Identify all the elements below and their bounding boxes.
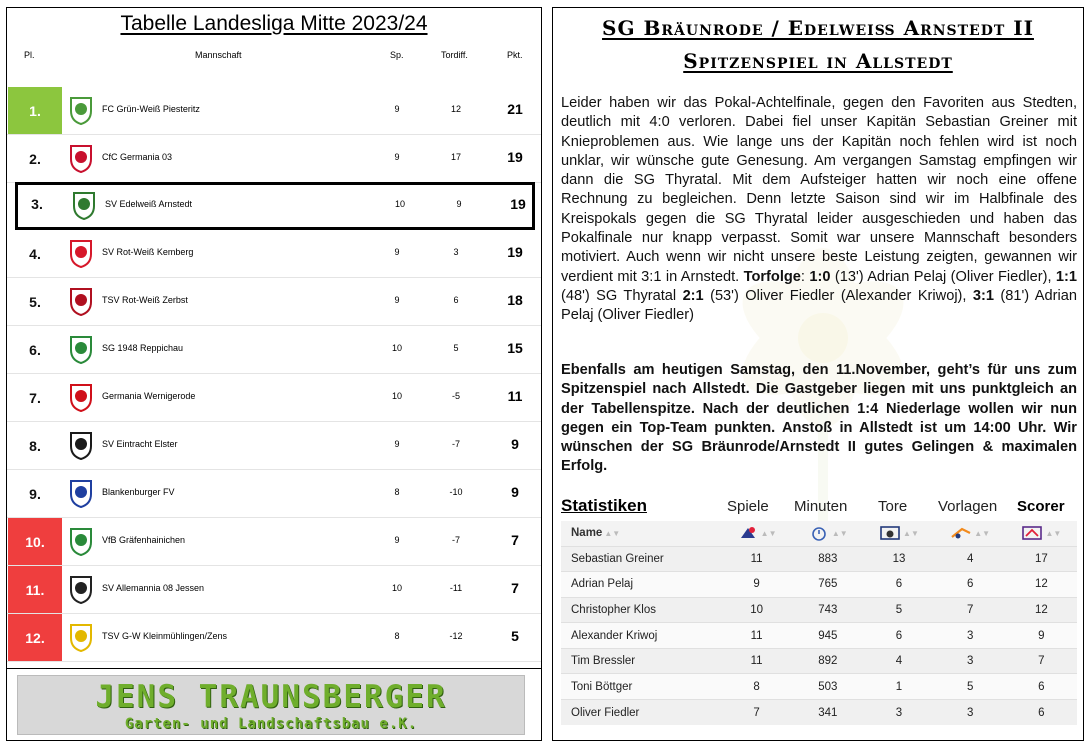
player-goals: 6 [863, 623, 934, 649]
table-row [7, 374, 541, 422]
goal-diff-cell: -7 [451, 439, 460, 449]
table-row [7, 422, 541, 470]
player-scorer: 6 [1006, 674, 1077, 700]
stats-table-body [561, 546, 1077, 725]
goal-diff-cell: 6 [453, 295, 459, 305]
goals-label: Torfolge [743, 268, 801, 285]
article-paragraph-1: Leider haben wir das Pokal-Achtelfinale, gegen den Favoriten aus Stedten, deutlich mit 4:0 verloren. Dabei fiel unser Kapitän Sebastian Greiner mit Knieproblemen aus. Wie lange uns der Kapitän noch fehlen wird ist noch unklar, wir wünsche gute Genesung. Am vergangen Samstag empfingen wir dann die SG Thyratal. Mit dem Aufsteiger hatten wir noch eine offene Rechnung zu begleichen. Denn letzte Saison sind wir im Halbfinale des Kreispokals gegen die SG Thyratal leider ausgeschieden und haben das Pokalfinale nur knapp verpasst. Somit war unsere Mannschaft besonders motiviert. Auch wenn wir nicht unsere beste Leistung zeigten, gewannen wir verdient mit 3:1 in Arnstedt. Torfolge: 1:0 (13') Adrian Pelaj (Oliver Fiedler), 1:1 (48') SG Thyratal 2:1 (53') Oliver Fiedler (Alexander Kriwoj), 3:1 (81') Adrian Pelaj (Oliver Fiedler) [561, 95, 1078, 324]
wernigerode-crest-icon [66, 381, 96, 413]
rank-cell: 11. [8, 566, 62, 613]
team-name: TSV Rot-Weiß Zerbst [102, 295, 188, 305]
player-minutes: 892 [792, 648, 863, 674]
sort-by-minutes-header[interactable] [792, 521, 863, 546]
team-name: TSV G-W Kleinmühlingen/Zens [102, 631, 228, 641]
player-minutes: 341 [792, 700, 863, 726]
zerbst-crest-icon [66, 285, 96, 317]
table-row [15, 182, 535, 230]
player-goals: 1 [863, 674, 934, 700]
header-games: Sp. [390, 50, 404, 60]
games-cell: 10 [391, 391, 402, 401]
rank-cell: 5. [29, 293, 41, 310]
points-cell: 18 [507, 292, 523, 308]
points-cell: 9 [511, 436, 519, 452]
player-goals: 13 [863, 546, 934, 572]
germania-03-crest-icon [66, 142, 96, 174]
rank-cell: 4. [29, 245, 41, 262]
sponsor-banner [17, 675, 525, 735]
player-minutes: 743 [792, 597, 863, 623]
blankenburg-crest-icon [66, 477, 96, 509]
player-name: Sebastian Greiner [561, 546, 721, 572]
goal-score: 1:0 [809, 268, 831, 285]
team-name: VfB Gräfenhainichen [102, 535, 186, 545]
team-name: SV Allemannia 08 Jessen [102, 583, 205, 593]
team-name: SG 1948 Reppichau [102, 343, 184, 353]
table-row [7, 87, 541, 135]
header-team: Mannschaft [195, 50, 242, 60]
goal-diff-cell: -5 [451, 391, 460, 401]
rank-cell: 8. [29, 437, 41, 454]
player-scorer: 6 [1006, 700, 1077, 726]
stats-label-scorer: Scorer [1017, 498, 1065, 515]
sort-icon[interactable]: ▲▼ [831, 528, 848, 538]
table-row [7, 518, 541, 566]
player-scorer: 12 [1006, 572, 1077, 598]
team-name: CfC Germania 03 [102, 152, 173, 162]
rank-cell: 10. [8, 518, 62, 565]
goal-diff-cell: 9 [456, 199, 462, 209]
stats-header [561, 496, 1077, 518]
goal-text: (48') SG Thyratal [561, 287, 683, 304]
goal-text: (53') Oliver Fiedler (Alexander Kriwoj), [703, 287, 973, 304]
rank-cell: 3. [31, 196, 43, 212]
games-cell: 9 [394, 295, 400, 305]
player-goals: 4 [863, 648, 934, 674]
games-cell: 9 [394, 439, 400, 449]
table-row [7, 278, 541, 326]
stats-label-minutes: Minuten [794, 498, 848, 515]
sort-by-goals-header[interactable] [863, 521, 934, 546]
points-cell: 9 [511, 484, 519, 500]
goal-text: (81') Adrian Pelaj (Oliver Fiedler) [561, 287, 1077, 324]
player-assists: 3 [935, 623, 1006, 649]
stats-row [561, 674, 1077, 700]
stats-row [561, 648, 1077, 674]
games-cell: 9 [394, 247, 400, 257]
player-icon [737, 525, 759, 541]
points-cell: 11 [507, 388, 523, 404]
header-points: Pkt. [507, 50, 523, 60]
team-name: SV Edelweiß Arnstedt [105, 199, 193, 209]
table-row [7, 326, 541, 374]
rank-cell: 7. [29, 389, 41, 406]
stats-label-assists: Vorlagen [938, 498, 998, 515]
elster-crest-icon [66, 429, 96, 461]
player-scorer: 17 [1006, 546, 1077, 572]
goal-score: 2:1 [682, 287, 704, 304]
rank-cell: 2. [29, 150, 41, 167]
stats-row [561, 700, 1077, 726]
goal-diff-cell: 12 [450, 104, 461, 114]
player-scorer: 7 [1006, 648, 1077, 674]
player-assists: 5 [935, 674, 1006, 700]
points-cell: 19 [507, 244, 523, 260]
points-cell: 19 [507, 149, 523, 165]
table-row [7, 135, 541, 183]
player-goals: 3 [863, 700, 934, 726]
sponsor-name: JENS TRAUNSBERGER [95, 679, 447, 715]
table-body [7, 87, 541, 662]
player-games: 11 [721, 648, 792, 674]
goal-diff-cell: -10 [449, 487, 463, 497]
edelweiss-crest-icon [69, 189, 99, 221]
team-name: Blankenburger FV [102, 487, 175, 497]
player-games: 9 [721, 572, 792, 598]
rank-cell: 1. [8, 87, 62, 134]
points-cell: 21 [507, 101, 523, 117]
article-paragraph-2: Ebenfalls am heutigen Samstag, den 11.November, geht’s für uns zum Spitzenspiel nach Allstedt. Die Gastgeber liegen mit uns punktgleich an der Tabellenspitze. Nach der deutlichen 1:4 Niederlage wollen wir nun gegen ein Top-Team punkten. Anstoß in Allstedt ist um 14:00 Uhr. Wir wünschen der SG Bräunrode/Arnstedt II gutes Gelingen & maximalen Erfolg. [561, 362, 1077, 475]
goal-score: 3:1 [972, 287, 994, 304]
player-assists: 7 [935, 597, 1006, 623]
points-cell: 15 [507, 340, 523, 356]
team-name: FC Grün-Weiß Piesteritz [102, 104, 200, 114]
team-name: Germania Wernigerode [102, 391, 196, 401]
stats-row [561, 623, 1077, 649]
stats-row [561, 546, 1077, 572]
goal-diff-cell: -12 [449, 631, 463, 641]
sort-icon[interactable]: ▲▼ [974, 528, 991, 538]
player-games: 7 [721, 700, 792, 726]
stats-table [561, 521, 1077, 725]
player-assists: 3 [935, 700, 1006, 726]
games-cell: 10 [394, 199, 405, 209]
player-games: 10 [721, 597, 792, 623]
rank-cell: 6. [29, 341, 41, 358]
goal-diff-cell: 17 [450, 152, 461, 162]
sort-icon[interactable]: ▲▼ [1045, 528, 1062, 538]
headline-line-2: Spitzenspiel in Allstedt [683, 49, 953, 73]
table-title: Tabelle Landesliga Mitte 2023/24 [120, 12, 428, 35]
points-cell: 7 [511, 580, 519, 596]
player-name: Tim Bressler [561, 648, 721, 674]
header-goal-diff: Tordiff. [441, 50, 468, 60]
player-goals: 5 [863, 597, 934, 623]
games-cell: 10 [391, 583, 402, 593]
games-cell: 10 [391, 343, 402, 353]
team-name: SV Eintracht Elster [102, 439, 178, 449]
table-row [7, 470, 541, 518]
goal-diff-cell: 5 [453, 343, 459, 353]
team-name: SV Rot-Weiß Kemberg [102, 247, 194, 257]
jessen-crest-icon [66, 573, 96, 605]
graefenhainichen-crest-icon [66, 525, 96, 557]
assist-icon [950, 525, 972, 541]
player-name: Alexander Kriwoj [561, 623, 721, 649]
header-rank: Pl. [24, 50, 35, 60]
games-cell: 9 [394, 152, 400, 162]
article-panel [552, 7, 1084, 741]
player-name: Christopher Klos [561, 597, 721, 623]
stats-row [561, 572, 1077, 598]
player-goals: 6 [863, 572, 934, 598]
player-games: 11 [721, 546, 792, 572]
sort-icon[interactable]: ▲▼ [604, 528, 621, 538]
player-name: Toni Böttger [561, 674, 721, 700]
scorer-icon [1021, 525, 1043, 541]
sort-by-name-header[interactable]: Name ▲▼ [561, 521, 721, 546]
points-cell: 5 [511, 628, 519, 644]
player-name: Oliver Fiedler [561, 700, 721, 726]
goal-diff-cell: -7 [451, 535, 460, 545]
table-row [7, 230, 541, 278]
player-scorer: 9 [1006, 623, 1077, 649]
goal-text: (13') Adrian Pelaj (Oliver Fiedler), [830, 268, 1056, 285]
sort-by-assists-header[interactable] [935, 521, 1006, 546]
player-name: Adrian Pelaj [561, 572, 721, 598]
player-minutes: 945 [792, 623, 863, 649]
player-assists: 4 [935, 546, 1006, 572]
sort-by-games-header[interactable] [721, 521, 792, 546]
kemberg-crest-icon [66, 237, 96, 269]
goal-diff-cell: -11 [449, 583, 463, 593]
divider [7, 668, 541, 669]
player-games: 11 [721, 623, 792, 649]
paragraph-text: Leider haben wir das Pokal-Achtelfinale, gegen den Favoriten aus Stedten, deutlich mit 4:0 verloren. Dabei fiel unser Kapitän Sebastian Greiner mit Knieproblemen aus. Wie lange uns der Kapitän noch fehlen wird ist noch unklar, wir wünsche gute Genesung. Am vergangen Samstag empfingen wir dann die SG Thyratal. Mit dem Aufsteiger hatten wir noch eine offene Rechnung zu begleichen. Denn letzte Saison sind wir im Halbfinale des Kreispokals gegen die SG Thyratal leider ausgeschieden und haben das Pokalfinale nur knapp verpasst. Somit war unsere Mannschaft besonders motiviert. Auch wenn wir nicht unsere beste Leistung zeigten, gewannen wir verdient mit 3:1 in Arnstedt. [561, 95, 1077, 285]
goal-score: 1:1 [1055, 268, 1078, 285]
player-minutes: 765 [792, 572, 863, 598]
games-cell: 9 [394, 104, 400, 114]
goal-icon [879, 525, 901, 541]
league-table-panel [6, 7, 542, 741]
games-cell: 8 [394, 631, 400, 641]
player-assists: 3 [935, 648, 1006, 674]
games-cell: 8 [394, 487, 400, 497]
table-row [7, 614, 541, 662]
sponsor-subtitle: Garten- und Landschaftsbau e.K. [124, 716, 418, 732]
sort-icon[interactable]: ▲▼ [760, 528, 777, 538]
player-assists: 6 [935, 572, 1006, 598]
sort-by-scorer-header[interactable] [1006, 521, 1077, 546]
rank-cell: 9. [29, 485, 41, 502]
player-scorer: 12 [1006, 597, 1077, 623]
reppichau-crest-icon [66, 333, 96, 365]
rank-cell: 12. [8, 614, 62, 661]
player-minutes: 503 [792, 674, 863, 700]
table-row [7, 566, 541, 614]
stats-label-goals: Tore [878, 498, 908, 515]
sort-icon[interactable]: ▲▼ [903, 528, 919, 538]
piesteritz-crest-icon [66, 94, 96, 126]
kleinmuehlingen-crest-icon [66, 621, 96, 653]
headline-line-1: SG Bräunrode / Edelweiß Arnstedt II [602, 16, 1034, 40]
stats-title: Statistiken [561, 496, 647, 515]
goal-diff-cell: 3 [453, 247, 459, 257]
games-cell: 9 [394, 535, 400, 545]
points-cell: 19 [510, 196, 526, 212]
player-minutes: 883 [792, 546, 863, 572]
stats-row [561, 597, 1077, 623]
table-header [7, 50, 541, 74]
player-games: 8 [721, 674, 792, 700]
stats-label-games: Spiele [727, 498, 769, 515]
points-cell: 7 [511, 532, 519, 548]
stopwatch-icon [808, 525, 830, 541]
